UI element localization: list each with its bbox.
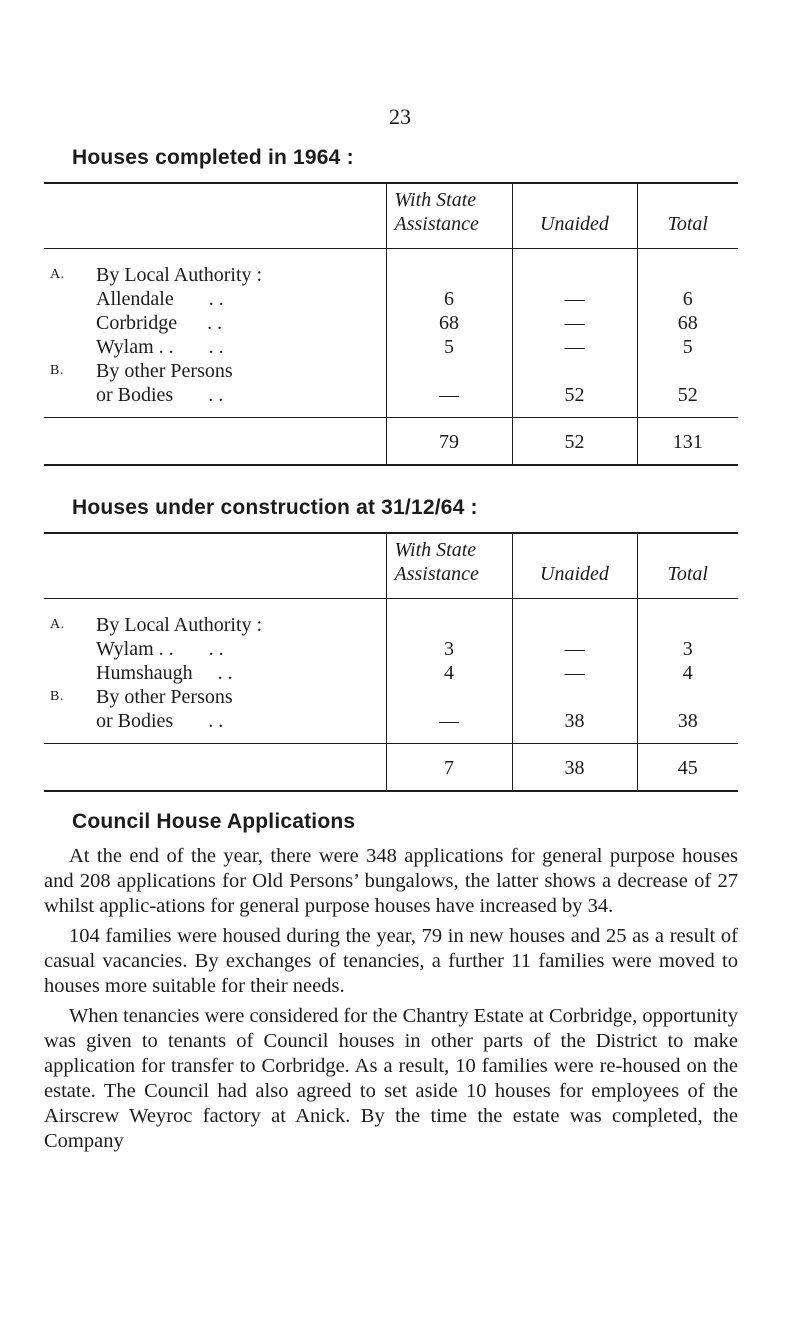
row-label-text: Wylam . . . . (96, 638, 224, 660)
with-state-header (386, 533, 512, 599)
with-state-line2: Assistance (394, 563, 479, 585)
paragraph: 104 families were housed during the year, 79 in new houses and 25 as a result of casual vacancies. By exchanges of tenancies, a further 11 families were moved to houses more suitable for their needs. (44, 925, 738, 997)
row-label (44, 311, 386, 335)
applications-heading: Council House Applications (72, 810, 356, 833)
cell-total: 5 (637, 335, 738, 359)
cell-total: 6 (637, 287, 738, 311)
cell-state (386, 249, 512, 288)
row-label (44, 685, 386, 709)
total-state: 7 (386, 744, 512, 792)
cell-total (637, 249, 738, 288)
row-label (44, 249, 386, 288)
cell-unaided: — (512, 311, 637, 335)
total-total: 131 (637, 418, 738, 466)
row-label-text: Allendale . . (96, 288, 224, 310)
cell-total: 68 (637, 311, 738, 335)
table-row (44, 383, 738, 418)
table-row (44, 335, 738, 359)
completed-heading: Houses completed in 1964 : (72, 146, 354, 169)
cell-unaided: — (512, 335, 637, 359)
table-header-row (44, 183, 738, 249)
unaided-header: Unaided (512, 183, 637, 249)
cell-state: — (386, 383, 512, 418)
cell-unaided: 52 (512, 383, 637, 418)
table-row (44, 637, 738, 661)
cell-total (637, 359, 738, 383)
with-state-header (386, 183, 512, 249)
row-label-text: Humshaugh . . (96, 662, 233, 684)
cell-unaided (512, 249, 637, 288)
cell-state (386, 599, 512, 638)
total-unaided: 38 (512, 744, 637, 792)
row-marker: A. (50, 617, 65, 632)
totals-row (44, 418, 738, 466)
paragraph: At the end of the year, there were 348 applications for general purpose houses and 208 applications for Old Persons’ bungalows, the latter shows a decrease of 27 whilst applic-ations for general purpose houses have increased by 34. (44, 845, 738, 917)
row-label (44, 661, 386, 685)
cell-total (637, 599, 738, 638)
row-marker: A. (50, 267, 65, 282)
cell-state: — (386, 709, 512, 744)
cell-unaided: — (512, 637, 637, 661)
row-label-text: By other Persons (96, 360, 233, 382)
cell-state: 3 (386, 637, 512, 661)
page-number: 23 (389, 104, 411, 129)
cell-unaided (512, 599, 637, 638)
row-marker: B. (50, 689, 64, 704)
cell-unaided (512, 685, 637, 709)
cell-state: 5 (386, 335, 512, 359)
row-marker: B. (50, 363, 64, 378)
cell-unaided: 38 (512, 709, 637, 744)
cell-state (386, 685, 512, 709)
totals-label-cell (44, 744, 386, 792)
row-label-text: By Local Authority : (96, 264, 263, 286)
total-unaided: 52 (512, 418, 637, 466)
row-label-text: Corbridge . . (96, 312, 223, 334)
with-state-line1: With State (394, 189, 477, 211)
cell-state: 68 (386, 311, 512, 335)
row-label (44, 383, 386, 418)
label-header (44, 183, 386, 249)
table-row (44, 661, 738, 685)
construction-heading: Houses under construction at 31/12/64 : (72, 496, 478, 519)
row-label (44, 709, 386, 744)
table-row (44, 685, 738, 709)
cell-total: 38 (637, 709, 738, 744)
row-label-text: or Bodies . . (96, 710, 224, 732)
cell-state: 4 (386, 661, 512, 685)
construction-table (44, 532, 738, 792)
cell-unaided: — (512, 287, 637, 311)
totals-row (44, 744, 738, 792)
with-state-line1: With State (394, 539, 477, 561)
row-label-text: By other Persons (96, 686, 233, 708)
completed-table (44, 182, 738, 466)
table-header-row (44, 533, 738, 599)
total-header: Total (637, 533, 738, 599)
row-label-text: or Bodies . . (96, 384, 224, 406)
row-label (44, 335, 386, 359)
table-row (44, 249, 738, 288)
cell-unaided (512, 359, 637, 383)
cell-unaided: — (512, 661, 637, 685)
cell-state: 6 (386, 287, 512, 311)
with-state-line2: Assistance (394, 213, 479, 235)
total-total: 45 (637, 744, 738, 792)
cell-state (386, 359, 512, 383)
table-row (44, 359, 738, 383)
unaided-header: Unaided (512, 533, 637, 599)
cell-total: 4 (637, 661, 738, 685)
table-row (44, 311, 738, 335)
totals-label-cell (44, 418, 386, 466)
row-label (44, 599, 386, 638)
table-row (44, 709, 738, 744)
row-label (44, 359, 386, 383)
table-row (44, 287, 738, 311)
label-header (44, 533, 386, 599)
row-label (44, 287, 386, 311)
cell-total: 3 (637, 637, 738, 661)
applications-text (44, 844, 738, 1159)
cell-total: 52 (637, 383, 738, 418)
paragraph: When tenancies were considered for the Chantry Estate at Corbridge, opportunity was given to tenants of Council houses in other parts of the District to make application for transfer to Corbridge. As a result, 10 families were re-housed on the estate. The Council had also agreed to set aside 10 houses for employees of the Airscrew Weyroc factory at Anick. By the time the estate was completed, the Company (44, 1005, 738, 1152)
total-header: Total (637, 183, 738, 249)
table-row (44, 599, 738, 638)
row-label (44, 637, 386, 661)
cell-total (637, 685, 738, 709)
row-label-text: By Local Authority : (96, 614, 263, 636)
total-state: 79 (386, 418, 512, 466)
row-label-text: Wylam . . . . (96, 336, 224, 358)
